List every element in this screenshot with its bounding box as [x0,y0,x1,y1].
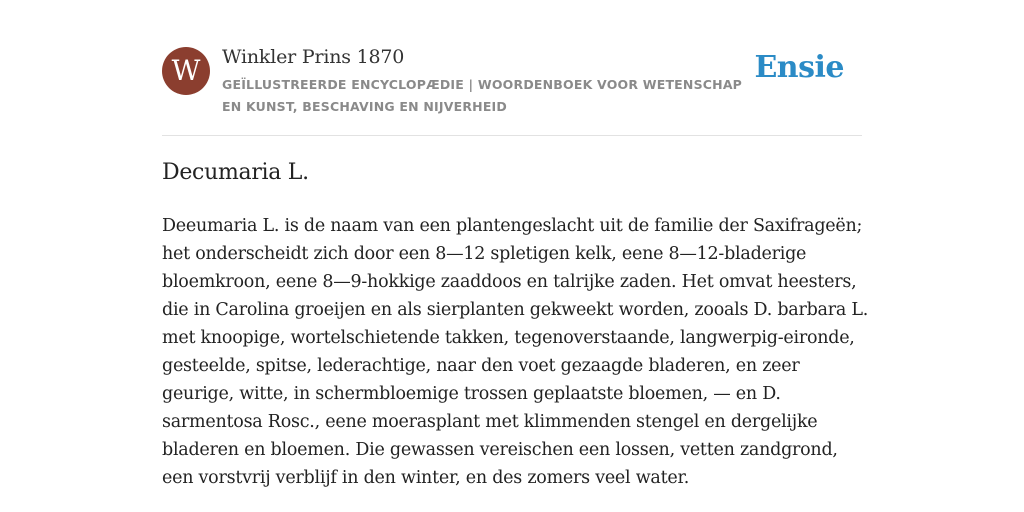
entry-body: Deeumaria L. is de naam van een plantengeslacht uit de familie der Saxifrageën; het onderscheidt zich door een 8—12 spletigen kelk, eene 8—12-bladerige bloemkroon, eene 8—9-hokkige zaaddoos en talrijke zaden. Het omvat heesters, die in Carolina groeijen en als sierplanten gekweekt worden, zooals D. barbara L. met knoopige, wortelschietende takken, tegenoverstaande, langwerpig-eironde, gesteelde, spitse, lederachtige, naar den voet gezaagde bladeren, en zeer geurige, witte, in schermbloemige trossen geplaatste bloemen, — en D. sarmentosa Rosc., eene moerasplant met klimmenden stengel en dergelijke bladeren en bloemen. Die gewassen vereischen een lossen, vetten zandgrond, een vorstvrij verblijf in den winter, en des zomers veel water. [162,216,869,488]
entry-title: Decumaria L. [162,160,309,185]
source-header [162,44,862,136]
source-subtitle: GEÏLLUSTREERDE ENCYCLOPÆDIE | WOORDENBOEK VOOR WETENSCHAP EN KUNST, BESCHAVING EN NIJVERHEID [222,77,743,114]
source-title[interactable]: Winkler Prins 1870 [222,46,405,68]
ensie-logo[interactable]: Ensie [754,50,844,85]
source-avatar[interactable]: W [162,47,210,95]
header-divider [162,135,862,136]
